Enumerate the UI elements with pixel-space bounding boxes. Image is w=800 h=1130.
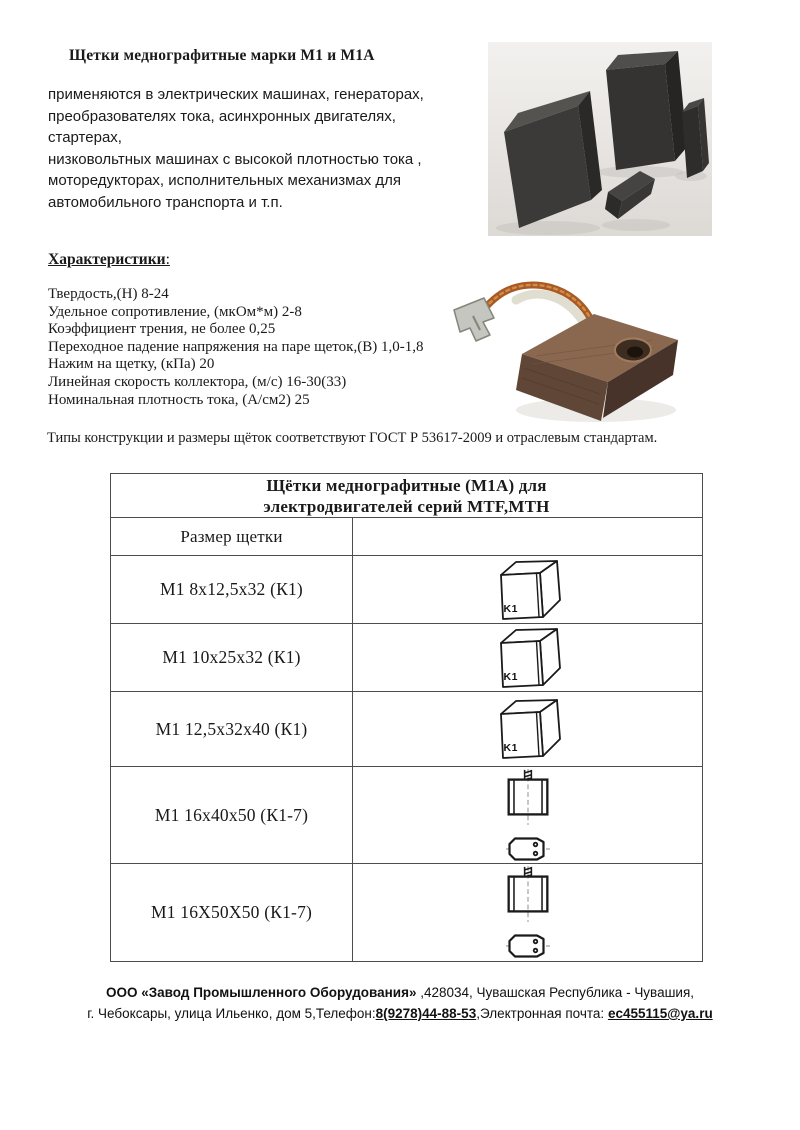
brush-side-view-icon: [504, 768, 552, 826]
brush-top-view-icon: [506, 835, 550, 863]
footer-address-part: ,428034, Чувашская Республика - Чувашия,: [416, 985, 695, 1000]
footer-contacts: [0, 982, 800, 1024]
email-link[interactable]: ec455115@ya.ru: [607, 1006, 713, 1021]
characteristic-item: Удельное сопротивление, (мкОм*м) 2-8: [48, 303, 302, 320]
table-title-line1: Щётки меднографитные (М1А) для: [266, 475, 547, 495]
box-k1-label: K1: [503, 742, 518, 754]
intro-line: применяются в электрических машинах, генераторах,: [48, 86, 424, 103]
footer-line1: [0, 982, 800, 1003]
intro-line: низковольтных машинах с высокой плотностью тока ,: [48, 150, 422, 168]
box-k1-label: K1: [503, 670, 518, 683]
box-3d-k1-icon: [491, 558, 565, 622]
characteristics-heading: Характеристики:: [48, 251, 170, 268]
table-row: [111, 864, 702, 961]
phone-link[interactable]: 8(9278)44-88-53: [375, 1006, 477, 1021]
characteristic-item: Твердость,(Н) 8-24: [48, 286, 169, 302]
characteristic-item: Коэффициент трения, не более 0,25: [48, 321, 276, 338]
table-header-row: [111, 518, 702, 556]
brush-with-wire-photo: [424, 258, 710, 432]
standards-note: Типы конструкции и размеры щёток соответствуют ГОСТ Р 53617-2009 и отраслевым стандартам.: [47, 430, 658, 446]
brush-sizes-table: [110, 473, 703, 962]
footer-address-prefix: г. Чебоксары, улица Ильенко, дом 5,Телефон:: [87, 1006, 376, 1021]
characteristic-item: Нажим на щетку, (кПа) 20: [48, 356, 215, 373]
characteristics-list: [48, 286, 468, 409]
brush-size-label: М1 10x25x32 (К1): [111, 624, 353, 691]
image-column-header: [353, 518, 702, 555]
footer-line2: [0, 1003, 800, 1024]
brush-size-label: М1 12,5x32x40 (К1): [111, 692, 353, 766]
brush-top-view-icon: [506, 932, 550, 960]
page-title: Щетки меднографитные марки М1 и М1А: [69, 47, 375, 64]
intro-line: моторедукторах, исполнительных механизмах для: [48, 172, 402, 190]
box-3d-icon: [491, 626, 565, 690]
brush-size-label: М1 16X50X50 (К1-7): [111, 864, 353, 961]
table-title: [111, 474, 702, 518]
company-name: ООО «Завод Промышленного Оборудования»: [105, 985, 417, 1000]
intro-line: автомобильного транспорта и т.п.: [48, 193, 283, 211]
table-title-line2: электродвигателей серий MTF,МТН: [263, 496, 550, 516]
table-row: [111, 767, 702, 864]
brush-size-label: М1 16x40x50 (К1-7): [111, 767, 353, 863]
intro-line: преобразователях тока, асинхронных двигателях, стартерах,: [48, 107, 396, 147]
characteristic-item: Линейная скорость коллектора, (м/с) 16-30(33): [48, 373, 347, 390]
footer-email-label: ,Электронная почта:: [476, 1006, 608, 1021]
box-3d-k1-icon: [491, 697, 565, 761]
table-row: [111, 692, 702, 767]
brush-size-label: М1 8x12,5x32 (К1): [111, 556, 353, 623]
intro-paragraph: [48, 84, 468, 214]
brushes-photo: [488, 42, 712, 236]
characteristic-item: Номинальная плотность тока, (А/см2) 25: [48, 391, 310, 408]
characteristics-heading-text: Характеристики: [48, 251, 166, 268]
table-row: [111, 624, 702, 692]
box-3d-k1-icon: [491, 626, 565, 690]
size-column-header: Размер щетки: [111, 518, 353, 555]
table-row: [111, 556, 702, 624]
box-3d-icon: [491, 558, 565, 622]
brush-side-view-icon: [504, 865, 552, 923]
box-k1-label: K1: [503, 602, 518, 615]
characteristic-item: Переходное падение напряжения на паре щеток,(В) 1,0-1,8: [48, 338, 424, 355]
box-3d-icon: [491, 697, 565, 761]
